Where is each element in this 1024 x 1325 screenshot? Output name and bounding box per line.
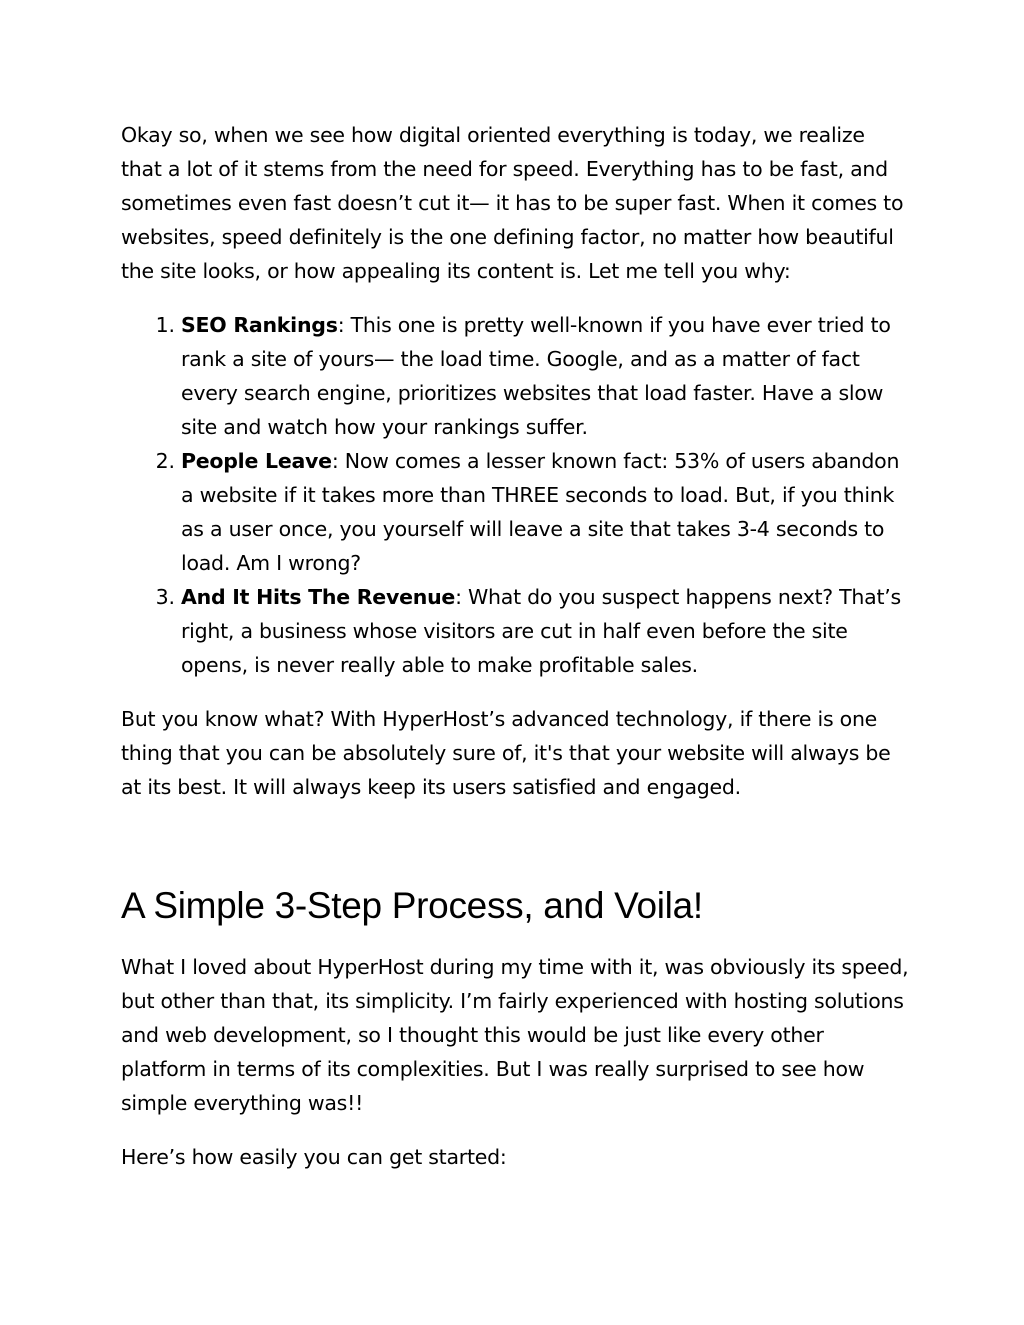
- list-item: [181, 444, 911, 580]
- document-page: [121, 118, 911, 1169]
- closing-paragraph: Here’s how easily you can get started:: [121, 1145, 507, 1169]
- section-heading: A Simple 3-Step Process, and Voila!: [121, 885, 703, 926]
- list-item-title: SEO Rankings: [181, 313, 338, 337]
- reasons-list: [121, 308, 911, 682]
- list-item-text: : What do you suspect happens next? That’s right, a business whose visitors are cut in half even before the site opens, is never really able to make profitable sales.: [181, 585, 901, 677]
- section-body: [121, 950, 911, 1174]
- section-paragraph: What I loved about HyperHost during my time with it, was obviously its speed, but other than that, its simplicity. I’m fairly experienced with hosting solutions and web development, so I thought this would be just like every other platform in terms of its complexities. But I was really surprised to see how simple everything was!!: [121, 955, 909, 1115]
- after-list-paragraph: But you know what? With HyperHost’s advanced technology, if there is one thing that you can be absolutely sure of, it's that your website will always be at its best. It will always keep its users satisfied and engaged.: [121, 707, 891, 799]
- list-item-title: And It Hits The Revenue: [181, 585, 456, 609]
- list-item-text: : This one is pretty well-known if you have ever tried to rank a site of yours— the load time. Google, and as a matter of fact every search engine, prioritizes websites that load faster. Have a slow site and watch how your rankings suffer.: [181, 313, 891, 439]
- list-item: [181, 580, 911, 682]
- intro-paragraph: Okay so, when we see how digital oriented everything is today, we realize that a lot of it stems from the need for speed. Everything has to be fast, and sometimes even fast doesn’t cut it— it has to be super fast. When it comes to websites, speed definitely is the one defining factor, no matter how beautiful the site looks, or how appealing its content is. Let me tell you why:: [121, 123, 904, 283]
- list-item-text: : Now comes a lesser known fact: 53% of users abandon a website if it takes more than THREE seconds to load. But, if you think as a user once, you yourself will leave a site that takes 3-4 seconds to load. Am I wrong?: [181, 449, 900, 575]
- list-item: [181, 308, 911, 444]
- list-item-title: People Leave: [181, 449, 332, 473]
